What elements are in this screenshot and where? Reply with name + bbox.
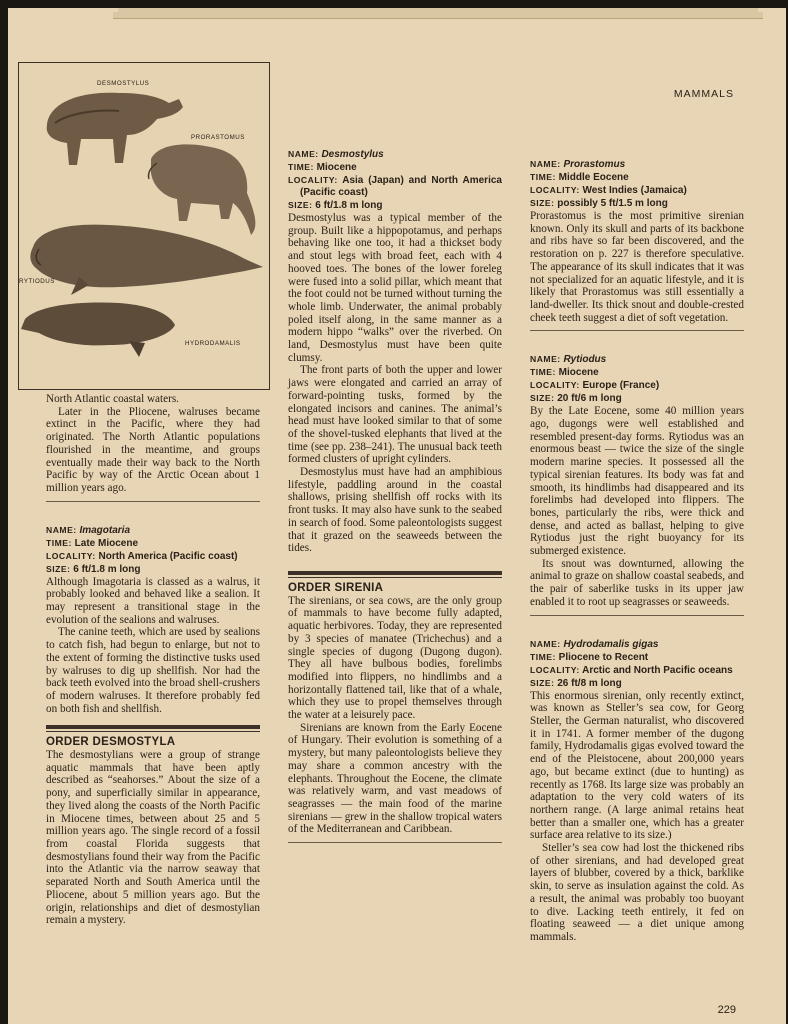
- rytiodus-locality-row: LOCALITY: Europe (France): [530, 380, 660, 392]
- hydrodamalis-locality-row: LOCALITY: Arctic and North Pacific oceans: [530, 664, 733, 676]
- section-rule: [288, 842, 502, 843]
- desmostylus-paragraph-2: The front parts of both the upper and lower jaws were elongated and carried an array of forward-pointing tusks, formed by the elongated incisors and canines. The animal’s head must have looked similar to that of some of the shovel-tusked elephants that lived at the time (see pp. 238–241). The unusual back teeth formed clusters of upright cylinders.: [288, 364, 502, 466]
- imagotaria-paragraph-1: Although Imagotaria is classed as a walrus, it probably looked and behaved like a sealion. It may represent a transitional stage in the evolution of the sealions and walruses.: [46, 575, 260, 626]
- hydrodamalis-figure: [21, 303, 175, 357]
- order-desmostyla-heading: ORDER DESMOSTYLA: [46, 736, 176, 749]
- column-3: [530, 158, 744, 944]
- order-desmostyla-paragraph: The desmostylians were a group of strange aquatic mammals that have been aptly described as “seahorses.” About the size of a pony, and superficially similar in appearance, they lived along the coasts of the North Pacific in Miocene times, between about 25 and 5 million years ago. The single record of a fossil from coastal Florida suggests that desmostylians found their way from the Pacific into the Atlantic via the narrow seaway that separated North and South America until the Pliocene, about 5 million years ago. But the origin, relationships and diet of desmostylian remain a mystery.: [46, 749, 260, 927]
- section-rule: [530, 615, 744, 616]
- page-number: 229: [717, 1004, 736, 1016]
- order-sirenia-paragraph-2: Sirenians are known from the Early Eocene of Hungary. Their evolution is something of a mystery, but many paleontologists believe they may share a common ancestry with the elephants. Throughout the Eocene, the climate was relatively warm, and vast meadows of seagrasses — the main food of the marine sirenians — grew in the shallow tropical waters of the Mediterranean and Caribbean.: [288, 721, 502, 836]
- page-edge: [113, 12, 763, 19]
- imagotaria-time-row: TIME: Late Miocene: [46, 537, 139, 549]
- order-rule-thick: [46, 725, 260, 729]
- prorastomus-size-row: SIZE: possibly 5 ft/1.5 m long: [530, 198, 668, 209]
- hydrodamalis-time-row: TIME: Pliocene to Recent: [530, 651, 649, 663]
- hydrodamalis-size-row: SIZE: 26 ft/8 m long: [530, 677, 622, 689]
- book-page: [8, 8, 786, 1024]
- order-rule-thin: [288, 577, 502, 578]
- desmostylus-paragraph-1: Desmostylus was a typical member of the group. Built like a hippopotamus, and perhaps behaving like one too, it had a thickset body and stout legs with broad feet, each with 4 hooved toes. The bones of the lower foreleg were fused into a solid pillar, which meant that the foot could not be turned without turning the whole limb. Underwater, the animal probably poled itself along, in the same manner as a modern hippo “walks” over the riverbed. On land, Desmostylus must have been quite clumsy.: [288, 212, 502, 364]
- sirenian-illustration: [18, 62, 270, 390]
- hydrodamalis-paragraph-1: This enormous sirenian, only recently extinct, was known as Steller’s sea cow, for Georg Steller, the German naturalist, who discovered it in 1741. A former member of the dugong family, Hydrodamalis gigas evolved toward the end of the Pleistocene, about 200,000 years ago, but became extinct (due to hunting) as recently as 1768. Its large size was probably an adaptation to the very cold waters of its northern range. (A large animal retains heat better than a smaller one, which has a greater surface area relative to its size.): [530, 689, 744, 842]
- caption-hydrodamalis: HYDRODAMALIS: [185, 340, 241, 347]
- desmostylus-name: Desmostylus: [321, 149, 384, 160]
- section-rule: [46, 501, 260, 502]
- walrus-text-cont: North Atlantic coastal waters.: [46, 393, 179, 405]
- prorastomus-name: Prorastomus: [563, 159, 626, 170]
- rytiodus-name-row: NAME: Rytiodus: [530, 354, 607, 366]
- desmostylus-locality-row: LOCALITY: Asia (Japan) and North America (Pacific coast): [288, 175, 502, 198]
- order-sirenia-heading: ORDER SIRENIA: [288, 581, 384, 594]
- prorastomus-paragraph: Prorastomus is the most primitive sirenian known. Only its skull and parts of its backbone and ribs have so far been discovered, and the restoration on p. 227 is therefore speculative. The appearance of its skull indicates that it was not specialized for an aquatic lifestyle, and it is likely that Prorastomus was still essentially a land-dweller. Its thick snout and double-crested cheek teeth suggest a diet of soft vegetation.: [530, 210, 744, 324]
- prorastomus-locality-row: LOCALITY: West Indies (Jamaica): [530, 185, 687, 196]
- column-2: [288, 148, 502, 851]
- rytiodus-paragraph-1: By the Late Eocene, some 40 million years ago, dugongs were well established and resembled present-day forms. Rytiodus was an enormous beast — twice the size of the single modern marine species. It possessed all the typical sirenian features. Its body was fat and smooth, its hindlimbs had disappeared and its forelimbs had developed into flippers. The bones, particularly the ribs, were thick and dense, and acted as ballast, helping to give Rytiodus just the right buoyancy for its submerged existence.: [530, 405, 744, 558]
- order-sirenia-paragraph-1: The sirenians, or sea cows, are the only group of mammals to have become fully adapted, aquatic herbivores. Today, they are represented by 3 species of manatee (Trichechus) and a single species of dugong (Dugong dugon). They all have bulbous bodies, forelimbs modified into flippers, no hindlimbs and a horizontally flattened tail, like that of a whale, which they use to propel themselves through the water at a leisurely pace.: [288, 594, 502, 722]
- order-rule-thin: [46, 731, 260, 732]
- imagotaria-size-row: SIZE: 6 ft/1.8 m long: [46, 563, 141, 575]
- order-rule-thick: [288, 571, 502, 575]
- imagotaria-paragraph-2: The canine teeth, which are used by sealions to catch fish, had begun to enlarge, but not to the extent of forming the distinctive tusks used by walruses to dig up shellfish. Nor had the back teeth evolved into the broad shell-crushers of modern walruses. It therefore probably fed on both fish and shellfish.: [46, 626, 260, 715]
- imagotaria-locality-row: LOCALITY: North America (Pacific coast): [46, 550, 238, 562]
- prorastomus-name-row: NAME: Prorastomus: [530, 159, 626, 170]
- section-rule: [530, 330, 744, 331]
- caption-rytiodus: RYTIODUS: [19, 278, 55, 285]
- running-head: MAMMALS: [673, 88, 734, 100]
- desmostylus-time-row: TIME: Miocene: [288, 162, 357, 173]
- rytiodus-paragraph-2: Its snout was downturned, allowing the animal to graze on shallow coastal seabeds, and the pair of saberlike tusks in its upper jaw enabled it to root up seagrasses or seaweeds.: [530, 557, 744, 608]
- hydrodamalis-paragraph-2: Steller’s sea cow had lost the thickened ribs of other sirenians, and had developed great layers of blubber, covered by a thick, barklike skin, to serve as insulation against the cold. As a result, the animal was probably too buoyant to dive. Lacking teeth entirely, it fed on floating seaweed — a diet unique among mammals.: [530, 842, 744, 943]
- hydrodamalis-name-row: NAME: Hydrodamalis gigas: [530, 638, 659, 650]
- walrus-pliocene-paragraph: Later in the Pliocene, walruses became extinct in the Pacific, where they had originated. The North Atlantic populations flourished in the meantime, and groups eventually made their way back to the North Pacific by way of the Arctic Ocean about 1 million years ago.: [46, 405, 260, 494]
- rytiodus-figure: [30, 225, 263, 295]
- caption-desmostylus: DESMOSTYLUS: [97, 80, 150, 87]
- prorastomus-figure: [148, 144, 255, 235]
- rytiodus-name: Rytiodus: [563, 354, 607, 366]
- imagotaria-name-row: NAME: Imagotaria: [46, 524, 131, 536]
- rytiodus-time-row: TIME: Miocene: [530, 367, 599, 379]
- rytiodus-size-row: SIZE: 20 ft/6 m long: [530, 393, 622, 405]
- hydrodamalis-name: Hydrodamalis gigas: [563, 638, 659, 650]
- desmostylus-name-row: NAME: Desmostylus: [288, 149, 384, 160]
- caption-prorastomus: PRORASTOMUS: [191, 134, 245, 141]
- imagotaria-name: Imagotaria: [79, 524, 131, 536]
- prorastomus-time-row: TIME: Middle Eocene: [530, 172, 629, 183]
- desmostylus-paragraph-3: Desmostylus must have had an amphibious lifestyle, paddling around in the coastal shallows, prising shellfish off rocks with its front tusks. It may also have sunk to the seabed in search of food. Some paleontologists suggest that it grazed on the seaweeds between the tides.: [288, 466, 502, 555]
- column-1: [46, 393, 260, 927]
- desmostylus-size-row: SIZE: 6 ft/1.8 m long: [288, 200, 383, 211]
